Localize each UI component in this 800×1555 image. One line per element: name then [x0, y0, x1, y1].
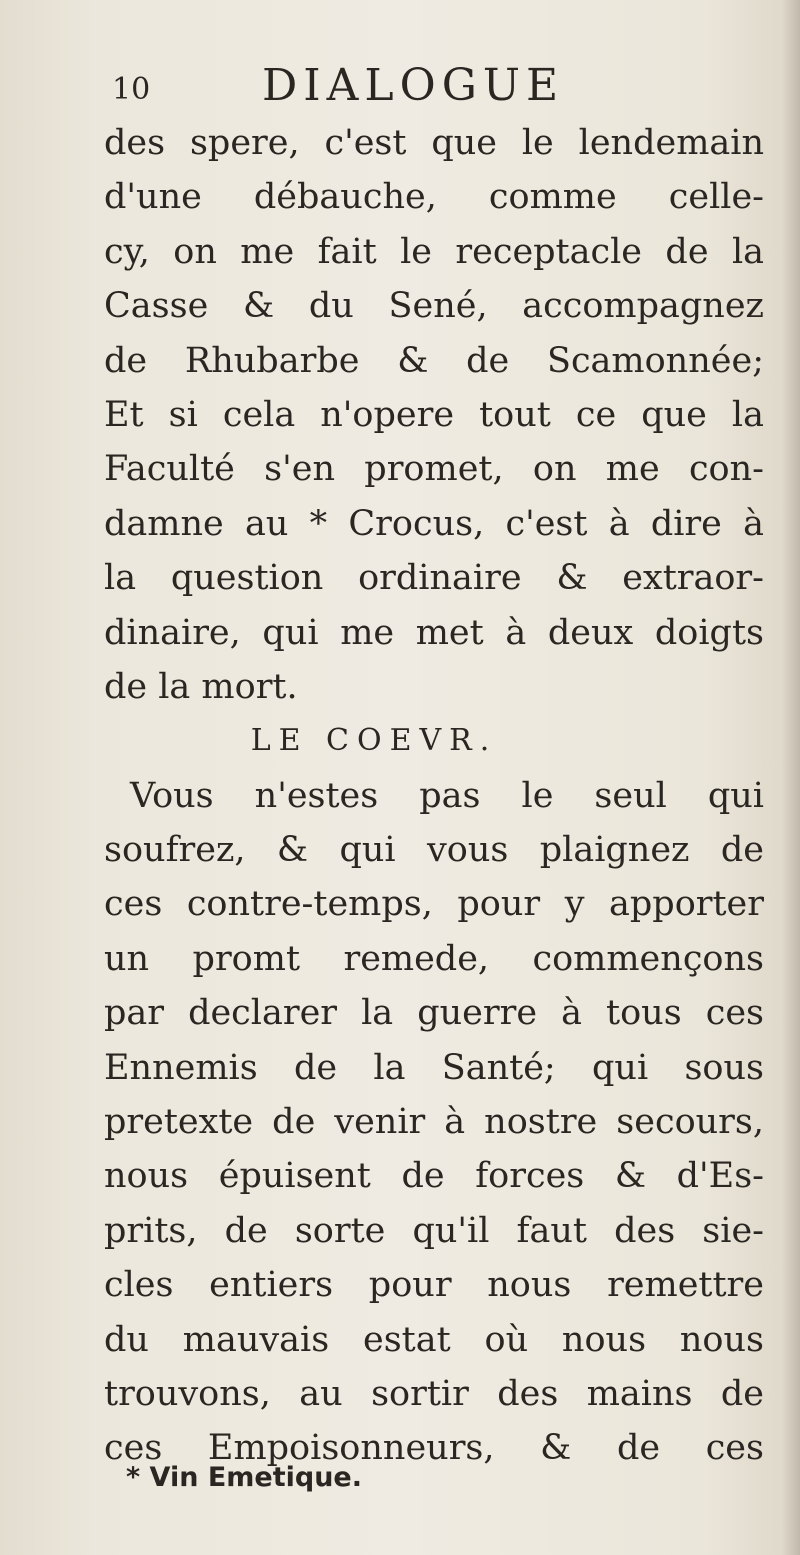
text-line: de la mort. — [104, 666, 298, 707]
text-line: par declarer la guerre à tous ces — [104, 993, 764, 1034]
text-line: nous épuisent de forces & d'Es- — [104, 1156, 764, 1197]
text-line: des spere, c'est que le lendemain — [104, 123, 764, 163]
text-line: soufrez, & qui vous plaignez de — [104, 830, 764, 871]
page-header — [112, 52, 672, 112]
text-line: du mauvais estat où nous nous — [104, 1319, 764, 1360]
page-edge-shadow — [782, 0, 800, 1555]
text-body — [104, 116, 764, 1476]
text-line: ces Empoisonneurs, & de ces — [104, 1428, 764, 1469]
text-line: prits, de sorte qu'il faut des sie- — [104, 1210, 764, 1251]
text-line: Casse & du Sené, accompagnez — [104, 286, 764, 327]
speaker-heading: LE COEVR. — [250, 723, 498, 759]
text-line: Ennemis de la Santé; qui sous — [104, 1047, 764, 1088]
text-line: d'une débauche, comme celle- — [104, 177, 764, 218]
text-line: un promt remede, commençons — [104, 938, 764, 979]
text-line: cles entiers pour nous remettre — [104, 1265, 764, 1306]
text-line: pretexte de venir à nostre secours, — [104, 1102, 764, 1143]
text-line: la question ordinaire & extraor- — [104, 558, 764, 599]
text-line: damne au * Crocus, c'est à dire à — [104, 503, 764, 544]
text-line: cy, on me fait le receptacle de la — [104, 231, 764, 272]
text-line: Vous n'estes pas le seul qui — [130, 775, 764, 816]
text-line: dinaire, qui me met à deux doigts — [104, 612, 764, 653]
text-line: ces contre-temps, pour y apporter — [104, 884, 764, 925]
running-head: DIALOGUE — [262, 60, 565, 111]
text-line: Et si cela n'opere tout ce que la — [104, 394, 764, 435]
text-line: Faculté s'en promet, on me con- — [104, 449, 764, 490]
text-line: trouvons, au sortir des mains de — [104, 1373, 764, 1414]
page-number: 10 — [112, 72, 151, 107]
text-line: de Rhubarbe & de Scamonnée; — [104, 340, 764, 381]
footnote: * Vin Emetique. — [126, 1462, 362, 1493]
